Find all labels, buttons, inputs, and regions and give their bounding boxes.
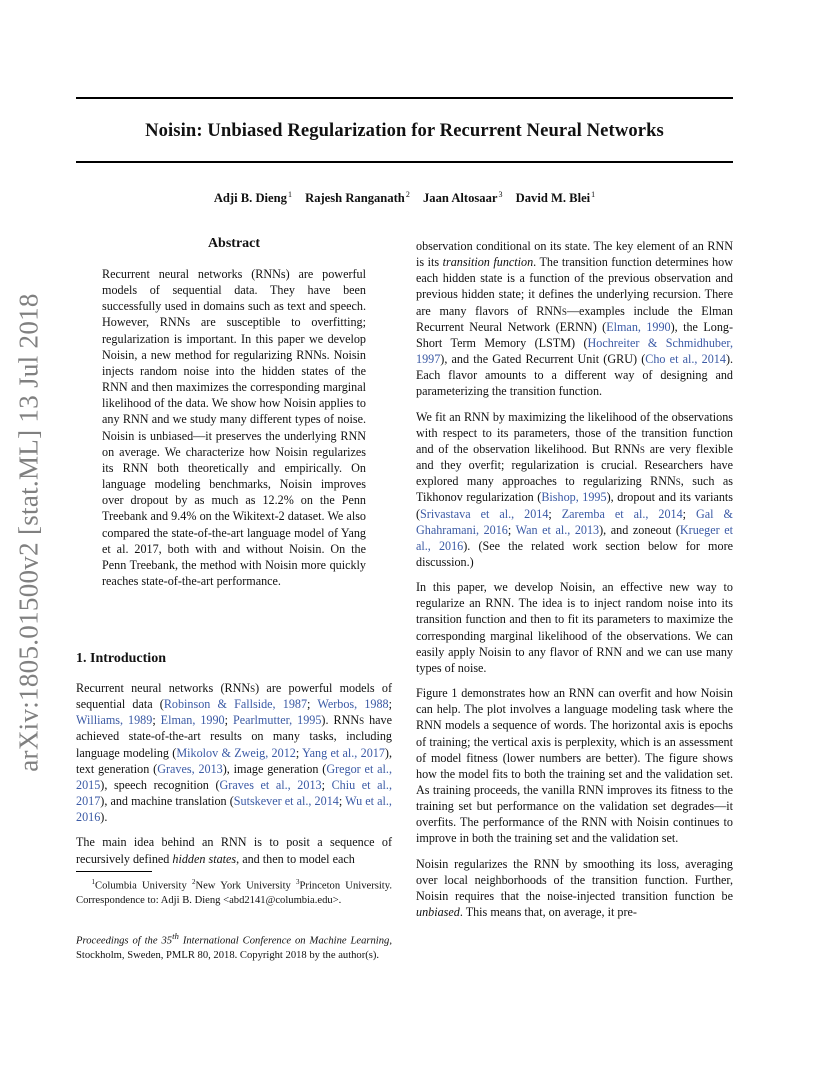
citation-link[interactable]: Elman, 1990 xyxy=(160,713,225,728)
citation-link[interactable]: Sutskever et al., 2014 xyxy=(233,794,339,809)
author: Jaan Altosaar$^3$ xyxy=(422,190,503,206)
citation-link[interactable]: Hochreiter & Schmidhuber, 1997 xyxy=(416,335,733,367)
affiliation-footnote: $^1$Columbia University $^2$New York University $^3$Princeton University. Correspondence to: Adji B. Dieng <abd2141@columbia.edu>. xyxy=(76,878,392,906)
citation-link[interactable]: Cho et al., 2014 xyxy=(645,352,726,367)
citation-link[interactable]: Pearlmutter, 1995 xyxy=(232,713,322,728)
citation-link[interactable]: Yang et al., 2017 xyxy=(302,745,385,760)
arxiv-watermark xyxy=(4,292,54,772)
citation-link[interactable]: Mikolov & Zweig, 2012 xyxy=(176,745,296,760)
section-heading-introduction: 1. Introduction xyxy=(76,651,166,666)
right-column xyxy=(416,238,733,920)
citation-link[interactable]: Zaremba et al., 2014 xyxy=(561,506,683,521)
citation-link[interactable]: Graves et al., 2013 xyxy=(219,777,322,792)
citation-link[interactable]: Wu et al., 2016 xyxy=(76,794,392,825)
abstract-text: Recurrent neural networks (RNNs) are powerful models of sequential data. They have been successfully used in domains such as text and speech. However, RNNs are susceptible to overfitting; regularization is important. In this paper we develop Noisin, a new method for regularizing RNNs. Noisin injects random noise into the hidden states of the RNN and then maximizes the corresponding marginal likelihood of the data. We show how Noisin applies to any RNN and we study many different types of noise. Noisin is unbiased—it preserves the underlying RNN on average. We characterize how Noisin regularizes its RNN both theoretically and empirically. On language modeling benchmarks, Noisin improves over dropout by as much as 12.2% on the Penn Treebank and 9.4% on the Wikitext-2 dataset. We also compared the state-of-the-art language model of Yang et al. 2017, both with and without Noisin. On the Penn Treebank, the method with Noisin more quickly reaches state-of-the-art performance. xyxy=(102,267,366,588)
paper-title: Noisin: Unbiased Regularization for Recurrent Neural Networks xyxy=(145,120,664,141)
paragraph: Figure 1 demonstrates how an RNN can overfit and how Noisin can help. The plot involves a language modeling task where the RNN models a sequence of words. The horizontal axis is epochs of training; the vertical axis is perplexity, which is an assessment of model fitness (lower numbers are better). The figure shows how the model fits to both the training set and the validation set. As training proceeds, the vanilla RNN improves its fitness to the training set but performance on the validation set degrades—it overfits. The performance of the RNN with Noisin continues to improve in both the training set and the validation set. xyxy=(416,686,733,846)
paragraph: observation conditional on its state. The key element of an RNN is its transition function. The transition function determines how each hidden state is a function of the previous observation and previous hidden state; it defines the underlying recursion. There are many flavors of RNNs—examples include the Elman Recurrent Neural Network (ERNN) (Elman, 1990), the Long-Short Term Memory (LSTM) (Hochreiter & Schmidhuber, 1997), and the Gated Recurrent Unit (GRU) (Cho et al., 2014). Each flavor amounts to a different way of designing and parameterizing the transition function. xyxy=(416,239,734,399)
citation-link[interactable]: Gal & Ghahramani, 2016 xyxy=(416,506,733,537)
title-rule-top xyxy=(76,97,733,99)
abstract-heading: Abstract xyxy=(207,236,261,251)
citation-link[interactable]: Elman, 1990 xyxy=(606,319,671,334)
citation-link[interactable]: Williams, 1989 xyxy=(76,713,153,728)
introduction-body xyxy=(76,680,392,867)
citation-link[interactable]: Gregor et al., 2015 xyxy=(76,761,393,792)
proceedings-note: Proceedings of the 35th International Conference on Machine Learning, Stockholm, Sweden, PMLR 80, 2018. Copyright 2018 by the author(s). xyxy=(76,931,392,961)
citation-link[interactable]: Wan et al., 2013 xyxy=(515,522,600,537)
arxiv-id: arXiv:1805.01500v2 [stat.ML] 13 Jul 2018 xyxy=(13,292,44,772)
citation-link[interactable]: Bishop, 1995 xyxy=(541,490,607,505)
citation-link[interactable]: Werbos, 1988 xyxy=(317,697,389,712)
citation-link[interactable]: Chiu et al., 2017 xyxy=(76,777,392,809)
footnote-rule xyxy=(76,871,152,872)
citation-link[interactable]: Krueger et al., 2016 xyxy=(416,522,733,553)
paragraph: We fit an RNN by maximizing the likelihood of the observations with respect to its parameters, those of the transition function and of the observation likelihood. But RNNs are very flexible and they overfit; regularization is crucial. Researchers have explored many approaches to regularizing RNNs, such as Tikhonov regularization (Bishop, 1995), dropout and its variants (Srivastava et al., 2014; Zaremba et al., 2014; Gal & Ghahramani, 2016; Wan et al., 2013), and zoneout (Krueger et al., 2016). (See the related work section below for more discussion.) xyxy=(416,409,733,569)
author: Adji B. Dieng$^1$ xyxy=(213,190,292,206)
author: Rajesh Ranganath$^2$ xyxy=(305,190,410,206)
title-rule-bottom xyxy=(76,161,733,163)
citation-link[interactable]: Srivastava et al., 2014 xyxy=(420,506,549,521)
paragraph: The main idea behind an RNN is to posit a sequence of recursively defined hidden states, and then to model each xyxy=(76,835,392,866)
paragraph: Recurrent neural networks (RNNs) are powerful models of sequential data (Robinson & Fallside, 1987; Werbos, 1988; Williams, 1989; Elman, 1990; Pearlmutter, 1995). RNNs have achieved state-of-the-art results on many tasks, including language modeling (Mikolov & Zweig, 2012; Yang et al., 2017), text generation (Graves, 2013), image generation (Gregor et al., 2015), speech recognition (Graves et al., 2013; Chiu et al., 2017), and machine translation (Sutskever et al., 2014; Wu et al., 2016). xyxy=(76,681,393,825)
citation-link[interactable]: Robinson & Fallside, 1987 xyxy=(163,697,308,712)
paragraph: Noisin regularizes the RNN by smoothing its loss, averaging over local neighborhoods of the transition function. Further, Noisin requires that the noise-injected transition function be unbiased. This means that, on average, it pre- xyxy=(416,856,733,920)
author-list xyxy=(76,190,733,206)
citation-link[interactable]: Graves, 2013 xyxy=(157,761,223,776)
paragraph: In this paper, we develop Noisin, an effective new way to regularize an RNN. The idea is to inject random noise into its transition function and then to fit its parameters to maximize the corresponding marginal likelihood of the observations. We can easily apply Noisin to any flavor of RNN and we can use many types of noise. xyxy=(416,580,733,675)
author: David M. Blei$^1$ xyxy=(515,190,596,206)
